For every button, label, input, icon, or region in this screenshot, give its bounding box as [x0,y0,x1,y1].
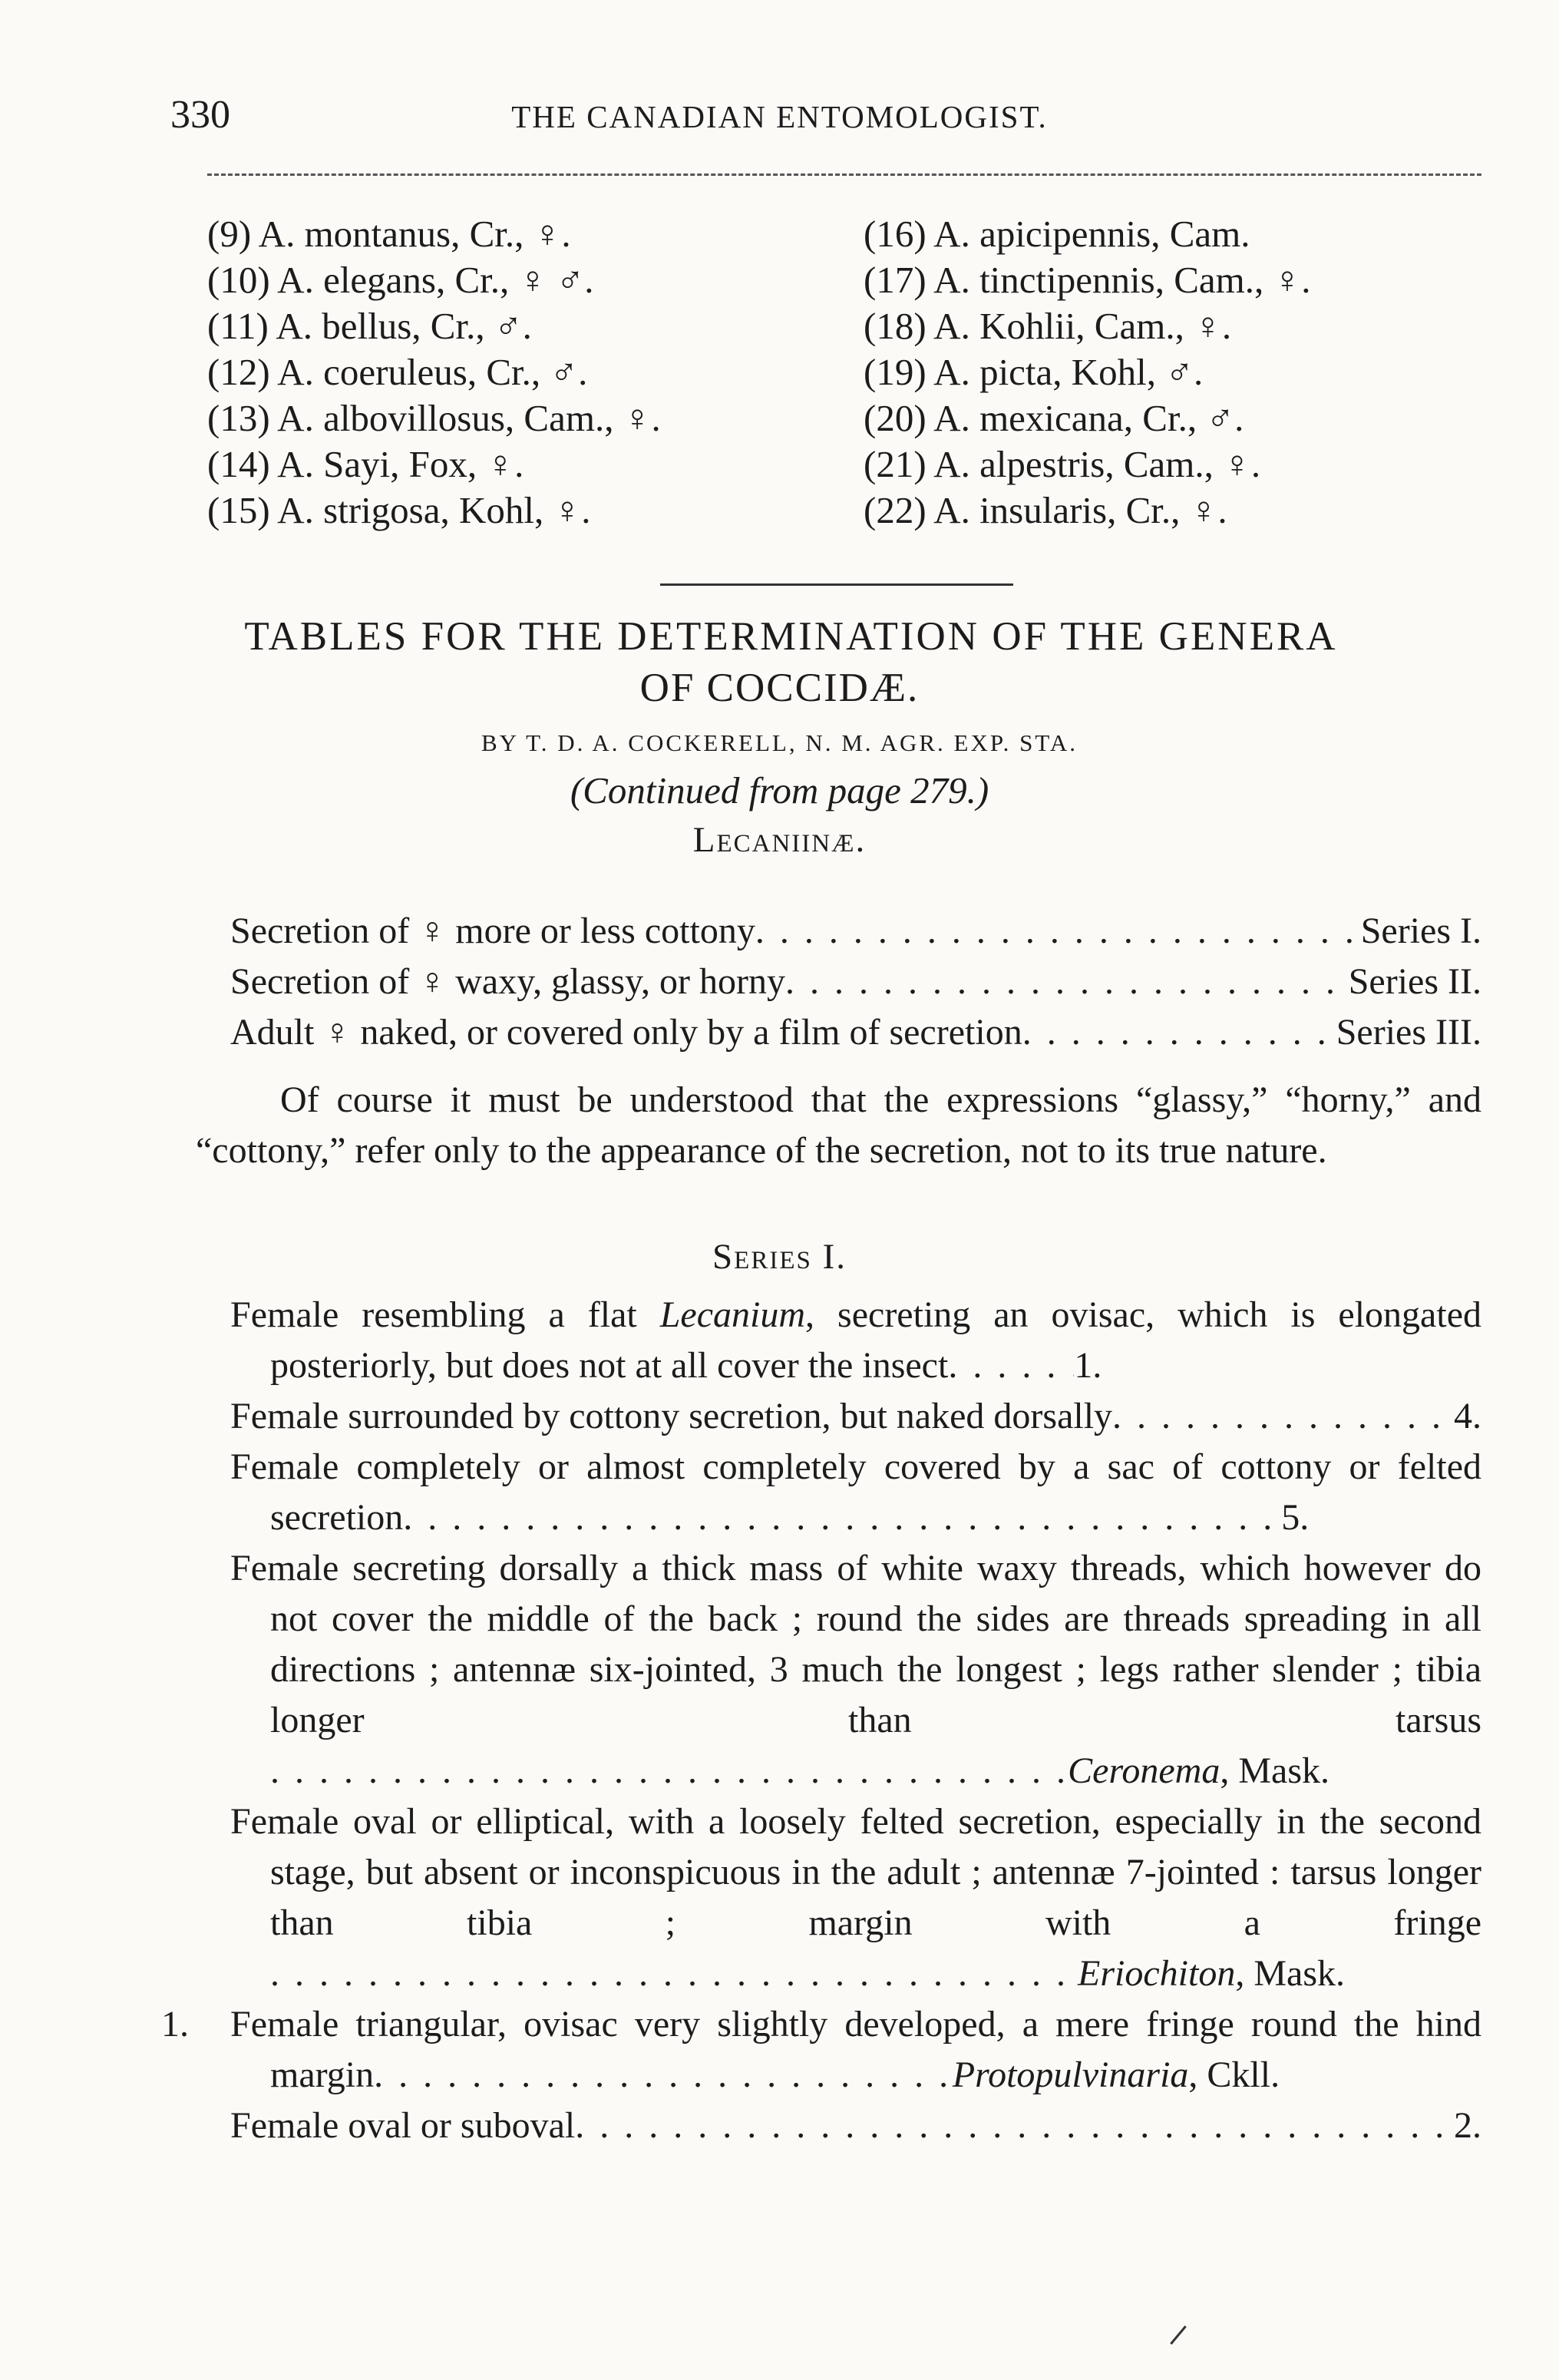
key-reference: 2. [1454,2105,1481,2146]
key-text: Female secreting dorsally a thick mass of white waxy threads, which however do not cover the middle of the back ; round the sides are threads spreading in all directions ; antennæ six-jointed, 3 much the longest ; legs rather slender ; tibia longer than tarsus [230,1548,1481,1740]
species-item: (11) A. bellus, Cr., ♂. [207,305,532,347]
species-item: (22) A. insularis, Cr., ♀. [864,489,1227,531]
key-text: Female resembling a flat [230,1294,660,1335]
key-entry [161,1999,1481,2101]
key-text: Female completely or almost completely covered by a sac of cottony or felted secretion [230,1446,1481,1538]
species-list-right [864,211,1311,534]
genus-name: Lecanium [659,1294,806,1335]
species-item: (21) A. alpestris, Cam., ♀. [864,443,1261,485]
species-item: (16) A. apicipennis, Cam. [864,213,1250,255]
series-line-text: Secretion of ♀ more or less cottony [230,911,755,951]
key-text: , secreting an ovisac, which is elongated posteriorly, but does not at all cover the insect [270,1294,1481,1386]
genus-name: Protopulvinaria [952,2054,1189,2095]
series-line-end: Series II. [1348,961,1481,1002]
species-item: (10) A. elegans, Cr., ♀ ♂. [207,259,594,301]
species-item: (9) A. montanus, Cr., ♀. [207,213,571,255]
genus-author: , Mask. [1235,1953,1345,1994]
series-line [230,957,1481,1007]
author-byline: BY T. D. A. COCKERELL, N. M. AGR. EXP. STA. [481,729,1078,756]
subfamily-heading: Lecaniinæ. [692,820,867,860]
species-item: (18) A. Kohlii, Cam., ♀. [864,305,1232,347]
genus-name: Eriochiton [1078,1953,1236,1994]
key-reference: 5. [1281,1497,1310,1538]
key-text: Female triangular, ovisac very slightly developed, a mere fringe round the hind margin [230,2004,1481,2095]
key-entry [230,1391,1481,1442]
key-reference: 1. [1074,1345,1102,1386]
couplet-number: 1. [161,2004,189,2044]
key-entry [230,1543,1481,1797]
note-paragraph [196,1075,1481,1176]
key-text: Female oval or suboval [230,2105,576,2146]
series-heading: Series I. [712,1237,847,1277]
note-text: Of course it must be understood that the expressions “glassy,” “horny,” and “cottony,” refer only to the appearance of the secretion, not to its true nature. [196,1079,1481,1171]
species-item: (17) A. tinctipennis, Cam., ♀. [864,259,1311,301]
section-divider [660,583,1013,586]
species-item: (15) A. strigosa, Kohl, ♀. [207,489,591,531]
series-key [230,906,1481,1058]
running-header [0,92,1559,146]
stray-pencil-mark [1170,2325,1187,2345]
genus-name: Ceronema [1068,1750,1220,1791]
article-title-line2: OF COCCIDÆ. [639,666,920,710]
series-line-end: Series I. [1360,911,1481,951]
continued-note: (Continued from page 279.) [570,769,989,812]
species-item: (19) A. picta, Kohl, ♂. [864,351,1204,393]
species-item: (12) A. coeruleus, Cr., ♂. [207,351,588,393]
key-entry [230,1442,1481,1543]
running-title: THE CANADIAN ENTOMOLOGIST. [511,99,1048,134]
genus-author: , Mask. [1220,1750,1329,1791]
series-line [230,1007,1481,1058]
series-line-text: Secretion of ♀ waxy, glassy, or horny [230,961,785,1002]
species-item: (20) A. mexicana, Cr., ♂. [864,397,1244,439]
key-text: Female surrounded by cottony secretion, but naked dorsally [230,1396,1113,1436]
series-line-text: Adult ♀ naked, or covered only by a film of secretion [230,1012,1022,1053]
key-reference: 4. [1454,1396,1481,1436]
genus-author: , Ckll. [1188,2054,1280,2095]
article-title: TABLES FOR THE DETERMINATION OF THE GENERA [244,614,1338,659]
species-item: (14) A. Sayi, Fox, ♀. [207,443,524,485]
determination-key [161,1290,1481,2151]
series-line-end: Series III. [1336,1012,1481,1053]
series-line [230,906,1481,957]
species-item: (13) A. albovillosus, Cam., ♀. [207,397,661,439]
key-entry [230,2101,1481,2151]
page-number: 330 [170,93,230,137]
article-heading [0,610,1559,864]
header-rule [207,174,1481,176]
key-entry [230,1290,1481,1391]
key-text: Female oval or elliptical, with a loosely felted secretion, especially in the second stage, but absent or inconspicuous in the adult ; antennæ 7-jointed : tarsus longer than tibia ; margin with a fringe [230,1801,1481,1943]
species-list-left [207,211,661,534]
key-entry [230,1797,1481,1999]
